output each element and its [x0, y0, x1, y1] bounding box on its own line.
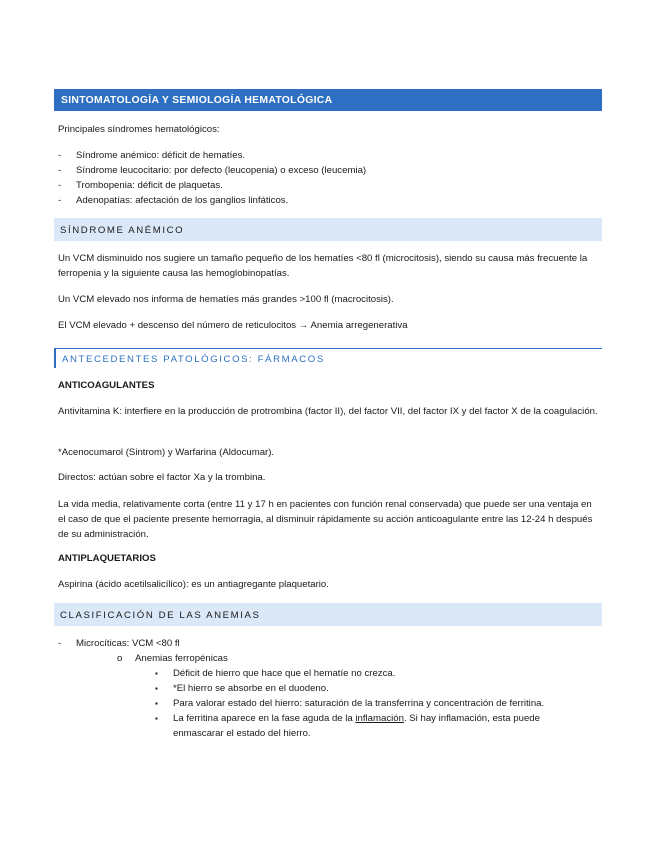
- list-dash: -: [58, 165, 62, 176]
- list-item: Trombopenia: déficit de plaquetas.: [76, 180, 223, 191]
- paragraph: Antivitamina K: interfiere en la producción de protrombina (factor II), del factor VII, del factor IX y del factor X de la coagulación.: [58, 406, 598, 417]
- subheading-anticoagulantes: ANTICOAGULANTES: [58, 380, 155, 391]
- list-item-text: . Si hay inflamación, esta puede enmascarar el estado del hierro.: [173, 713, 540, 739]
- section-heading-sindrome-anemico: SÍNDROME ANÉMICO: [54, 218, 602, 241]
- paragraph: El VCM elevado + descenso del número de reticulocitos → Anemia arregenerativa: [58, 320, 408, 331]
- list-item-text: La ferritina aparece en la fase aguda de la: [173, 713, 356, 724]
- list-item: Déficit de hierro que hace que el hematíe no crezca.: [173, 668, 396, 679]
- list-item: Para valorar estado del hierro: saturación de la transferrina y concentración de ferritina.: [173, 698, 545, 709]
- paragraph: *Acenocumarol (Sintrom) y Warfarina (Aldocumar).: [58, 447, 275, 458]
- list-item: Anemias ferropénicas: [135, 653, 228, 664]
- list-marker-square: ▪: [155, 714, 158, 723]
- paragraph: Aspirina (ácido acetilsalicílico): es un antiagregante plaquetario.: [58, 579, 329, 590]
- list-dash: -: [58, 638, 62, 649]
- list-item: Síndrome leucocitario: por defecto (leucopenia) o exceso (leucemia): [76, 165, 367, 176]
- section-heading-clasificacion: CLASIFICACIÓN DE LAS ANEMIAS: [54, 603, 602, 626]
- list-marker-square: ▪: [155, 699, 158, 708]
- list-item: Microcíticas: VCM <80 fl: [76, 638, 180, 649]
- list-item: *El hierro se absorbe en el duodeno.: [173, 683, 329, 694]
- paragraph: Directos: actúan sobre el factor Xa y la trombina.: [58, 472, 266, 483]
- list-dash: -: [58, 150, 62, 161]
- list-item: Adenopatías: afectación de los ganglios linfáticos.: [76, 195, 289, 206]
- paragraph: Un VCM elevado nos informa de hematíes más grandes >100 fl (macrocitosis).: [58, 294, 394, 305]
- paragraph: Un VCM disminuido nos sugiere un tamaño pequeño de los hematíes <80 fl (microcitosis), siendo su causa más frecuente la ferropenia y la siguiente causa las hemoglobinopatías.: [58, 253, 588, 279]
- list-dash: -: [58, 195, 62, 206]
- section-heading-farmacos: ANTECEDENTES PATOLÓGICOS: FÁRMACOS: [54, 348, 602, 368]
- paragraph: La vida media, relativamente corta (entre 11 y 17 h en pacientes con función renal conservada) que puede ser una ventaja en el caso de que el paciente presente hemorragia, al disminuir rápidamente su acción anticoagulante entre las 12-24 h después de su administración.: [58, 499, 593, 540]
- list-item: Síndrome anémico: déficit de hematíes.: [76, 150, 246, 161]
- list-item: [173, 711, 568, 741]
- main-heading: SINTOMATOLOGÍA Y SEMIOLOGÍA HEMATOLÓGICA: [54, 89, 602, 111]
- list-dash: -: [58, 180, 62, 191]
- list-marker-square: ▪: [155, 684, 158, 693]
- intro-text: Principales síndromes hematológicos:: [58, 124, 220, 135]
- subheading-antiplaquetarios: ANTIPLAQUETARIOS: [58, 553, 156, 564]
- list-marker-circle: o: [117, 653, 123, 664]
- underlined-term: inflamación: [355, 713, 404, 724]
- list-marker-square: ▪: [155, 669, 158, 678]
